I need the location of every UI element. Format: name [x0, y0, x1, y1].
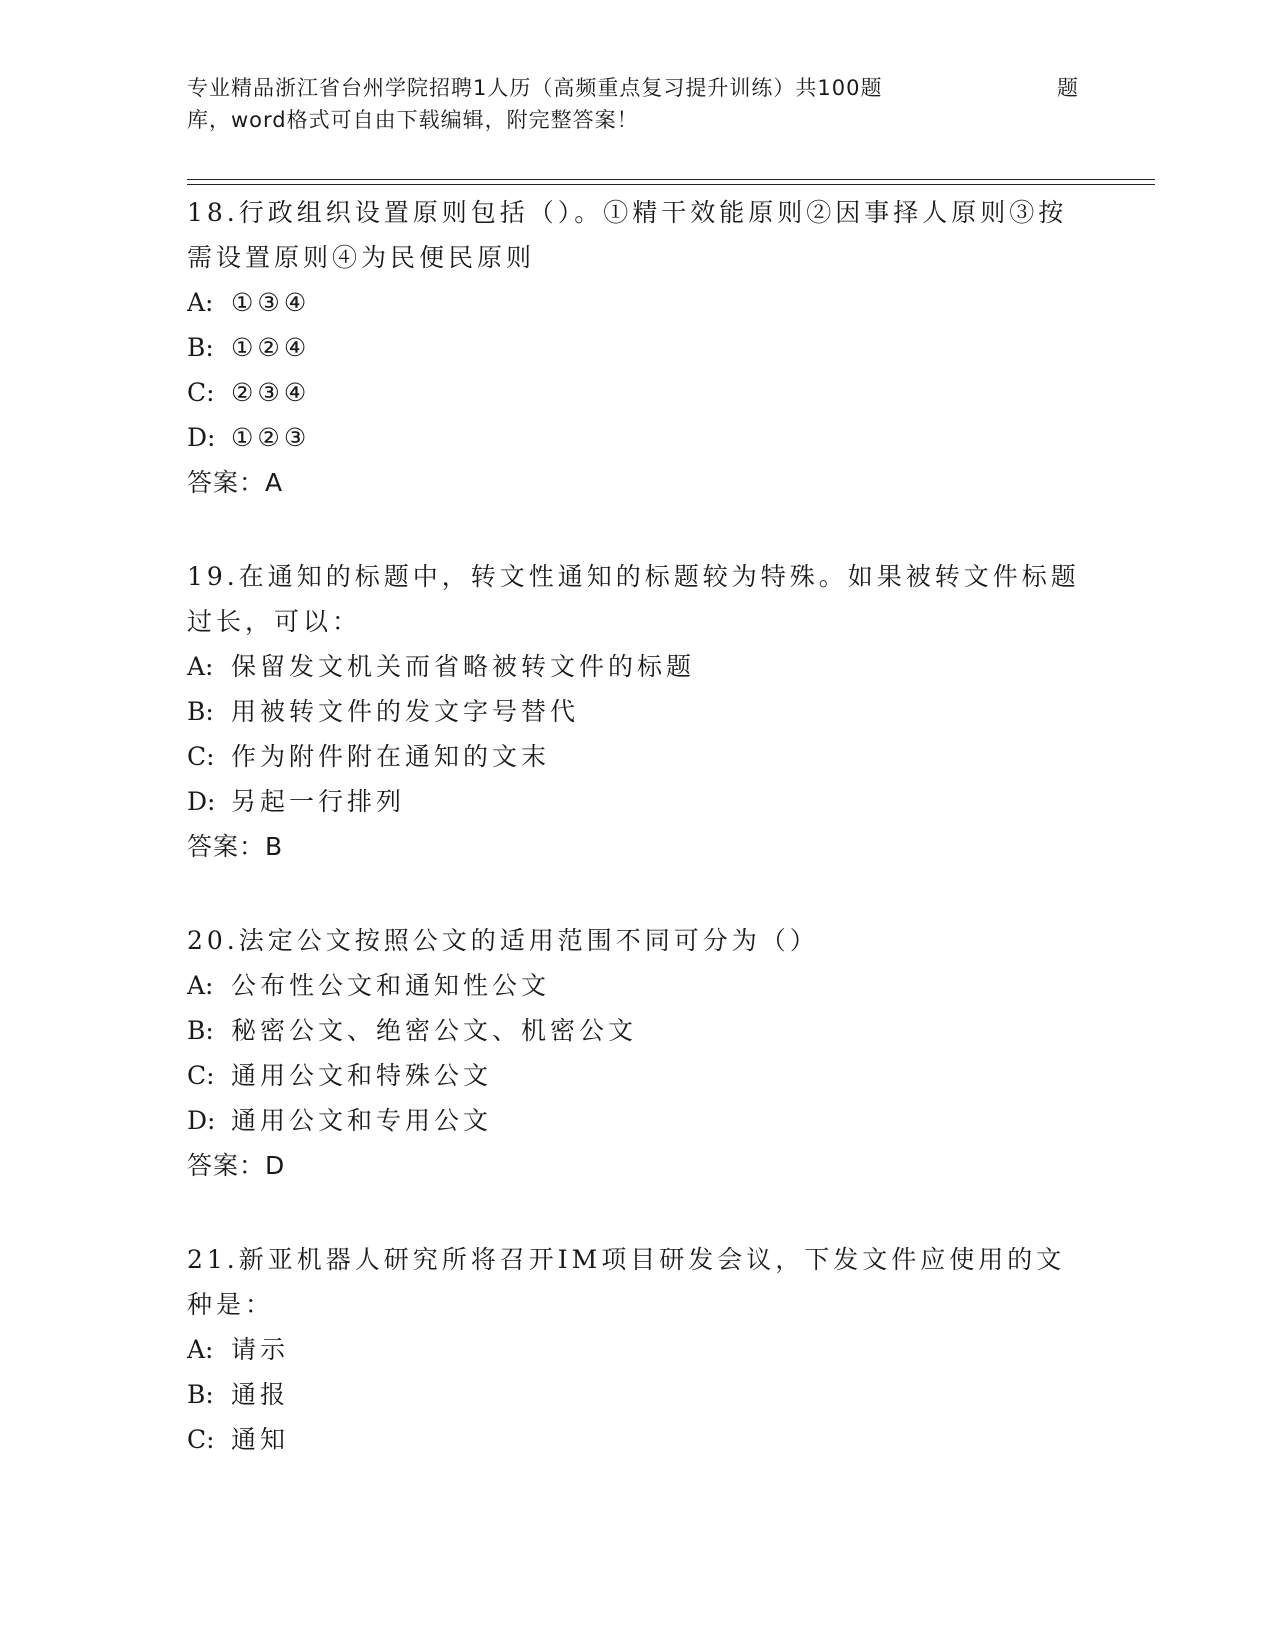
- question-list: [187, 190, 1087, 1462]
- page-header: [187, 72, 1087, 136]
- option-a: [187, 1327, 1087, 1372]
- option-text: 作为附件附在通知的文末: [231, 742, 551, 771]
- option-text: 通知: [231, 1425, 290, 1454]
- option-letter: C:: [187, 1061, 215, 1090]
- question-stem: 20.法定公文按照公文的适用范围不同可分为（）: [187, 926, 819, 955]
- option-text: ②③④: [231, 378, 311, 407]
- option-text: 用被转文件的发文字号替代: [231, 697, 580, 726]
- header-divider-top: [187, 179, 1155, 180]
- option-letter: B:: [187, 697, 214, 726]
- option-letter: A:: [187, 288, 214, 317]
- option-text: 另起一行排列: [231, 787, 406, 816]
- option-text: ①②④: [231, 333, 311, 362]
- option-letter: C:: [187, 1425, 215, 1454]
- option-c: [187, 370, 1087, 415]
- option-letter: D:: [187, 787, 216, 816]
- question-stem: 19.在通知的标题中，转文性通知的标题较为特殊。如果被转文件标题过长，可以：: [187, 562, 1080, 636]
- option-a: [187, 963, 1087, 1008]
- option-letter: A:: [187, 652, 214, 681]
- option-text: 公布性公文和通知性公文: [231, 971, 551, 1000]
- option-text: 保留发文机关而省略被转文件的标题: [231, 652, 696, 681]
- option-text: 通用公文和专用公文: [231, 1106, 493, 1135]
- option-letter: A:: [187, 971, 214, 1000]
- question-20: [187, 918, 1087, 1188]
- header-title-tail: 题: [1057, 76, 1079, 100]
- option-d: [187, 779, 1087, 824]
- option-b: [187, 1008, 1087, 1053]
- question-18: [187, 190, 1087, 505]
- option-letter: A:: [187, 1335, 214, 1364]
- option-b: [187, 1372, 1087, 1417]
- option-text: 请示: [231, 1335, 290, 1364]
- option-d: [187, 415, 1087, 460]
- answer-line: 答案：B: [187, 832, 284, 861]
- option-letter: B:: [187, 1016, 214, 1045]
- option-c: [187, 1417, 1087, 1462]
- option-text: ①②③: [231, 423, 311, 452]
- option-text: 通用公文和特殊公文: [231, 1061, 493, 1090]
- option-letter: C:: [187, 378, 215, 407]
- header-title-text: 专业精品浙江省台州学院招聘1人历（高频重点复习提升训练）共100题: [187, 76, 883, 100]
- option-text: 通报: [231, 1380, 290, 1409]
- header-divider-bottom: [187, 184, 1155, 185]
- option-letter: B:: [187, 1380, 214, 1409]
- option-b: [187, 689, 1087, 734]
- option-text: ①③④: [231, 288, 311, 317]
- question-stem: 18.行政组织设置原则包括（）。①精干效能原则②因事择人原则③按需设置原则④为民便民原则: [187, 198, 1068, 272]
- answer-line: 答案：A: [187, 468, 284, 497]
- option-a: [187, 280, 1087, 325]
- option-a: [187, 644, 1087, 689]
- option-letter: C:: [187, 742, 215, 771]
- header-line-2: 库，word格式可自由下载编辑，附完整答案！: [187, 108, 639, 132]
- option-letter: D:: [187, 1106, 216, 1135]
- question-21: [187, 1237, 1087, 1462]
- question-stem: 21.新亚机器人研究所将召开IM项目研发会议，下发文件应使用的文种是：: [187, 1245, 1066, 1319]
- option-b: [187, 325, 1087, 370]
- option-c: [187, 1053, 1087, 1098]
- option-c: [187, 734, 1087, 779]
- option-letter: B:: [187, 333, 214, 362]
- answer-line: 答案：D: [187, 1151, 286, 1180]
- option-text: 秘密公文、绝密公文、机密公文: [231, 1016, 638, 1045]
- option-d: [187, 1098, 1087, 1143]
- header-line-1: [187, 72, 1087, 104]
- question-19: [187, 554, 1087, 869]
- option-letter: D:: [187, 423, 216, 452]
